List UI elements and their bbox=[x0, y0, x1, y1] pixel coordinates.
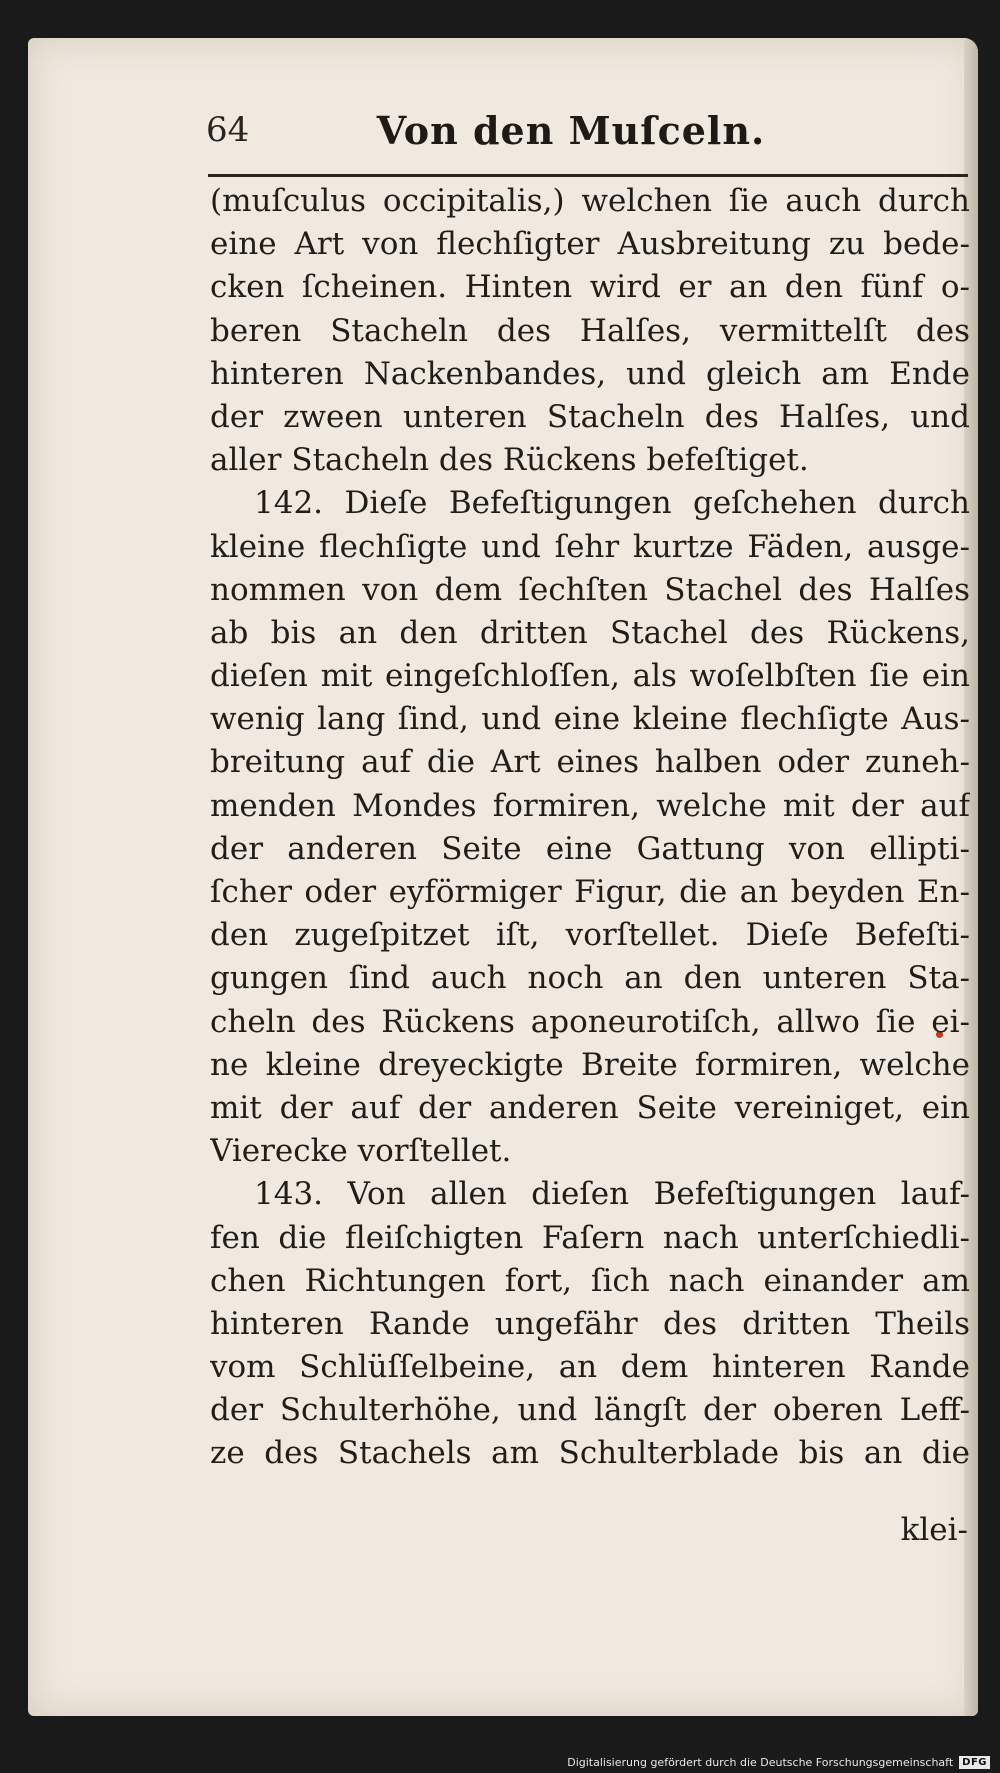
text-line: dieſen mit eingeſchloſſen, als woſelbſten ſie ein bbox=[210, 658, 970, 695]
text-line: chen Richtungen fort, ſich nach einander am bbox=[210, 1262, 970, 1299]
text-line: 143. Von allen dieſen Befeſtigungen lauf- bbox=[254, 1176, 970, 1213]
text-line: vom Schlüſſelbeine, an dem hinteren Rande bbox=[210, 1349, 970, 1386]
dfg-logo: DFG bbox=[959, 1756, 990, 1769]
text-line: den zugeſpitzet iſt, vorſtellet. Dieſe Befeſti- bbox=[210, 917, 970, 954]
text-line: ab bis an den dritten Stachel des Rückens, bbox=[210, 614, 970, 651]
text-line: hinteren Nackenbandes, und gleich am Ende bbox=[210, 355, 970, 392]
text-line: mit der auf der anderen Seite vereiniget, ein bbox=[210, 1089, 970, 1126]
text-line: Vierecke vorſtellet. bbox=[210, 1133, 512, 1170]
text-line: 142. Dieſe Befeſtigungen geſchehen durch bbox=[254, 485, 970, 522]
text-line: (muſculus occipitalis,) welchen ſie auch durch bbox=[210, 183, 970, 219]
text-line: der anderen Seite eine Gattung von ellipti- bbox=[210, 830, 970, 867]
header-rule bbox=[208, 174, 968, 177]
text-line: cken ſcheinen. Hinten wird er an den fünf o- bbox=[210, 269, 970, 306]
text-line: ſcher oder eyförmiger Figur, die an beyden En- bbox=[210, 874, 970, 910]
text-line: kleine flechſigte und ſehr kurtze Fäden, ausge- bbox=[210, 528, 970, 565]
text-line: wenig lang ſind, und eine kleine flechſigte Aus- bbox=[210, 701, 970, 738]
body-text bbox=[210, 180, 970, 1476]
text-line: breitung auf die Art eines halben oder zuneh- bbox=[210, 744, 970, 781]
text-line: der Schulterhöhe, und längſt der oberen Leff- bbox=[210, 1392, 970, 1429]
footer bbox=[567, 1753, 990, 1771]
text-line: ze des Stachels am Schulterblade bis an die bbox=[210, 1435, 970, 1472]
text-line: menden Mondes formiren, welche mit der auf bbox=[210, 787, 970, 824]
running-title: Von den Muſceln. bbox=[376, 108, 766, 153]
catchword: klei- bbox=[900, 1512, 968, 1548]
text-line: nommen von dem ſechſten Stachel des Halſes bbox=[210, 571, 970, 608]
running-head bbox=[176, 108, 966, 164]
funding-note: Digitalisierung gefördert durch die Deutsche Forschungsgemeinschaft bbox=[567, 1755, 954, 1769]
text-line: gungen ſind auch noch an den unteren Sta- bbox=[210, 960, 970, 997]
text-line: beren Stacheln des Halſes, vermittelſt des bbox=[210, 312, 970, 349]
text-line: der zween unteren Stacheln des Halſes, und bbox=[210, 398, 970, 435]
text-line: ne kleine dreyeckigte Breite formiren, welche bbox=[210, 1046, 970, 1083]
text-line: hinteren Rande ungefähr des dritten Theils bbox=[210, 1305, 970, 1342]
text-line: fen die fleiſchigten Faſern nach unterſchiedli- bbox=[210, 1219, 970, 1256]
text-line: eine Art von flechſigter Ausbreitung zu bede- bbox=[210, 226, 970, 263]
text-line: aller Stacheln des Rückens befeſtiget. bbox=[210, 442, 809, 479]
text-line: cheln des Rückens aponeurotiſch, allwo ſie ei- bbox=[210, 1003, 970, 1040]
page-number: 64 bbox=[206, 110, 250, 150]
